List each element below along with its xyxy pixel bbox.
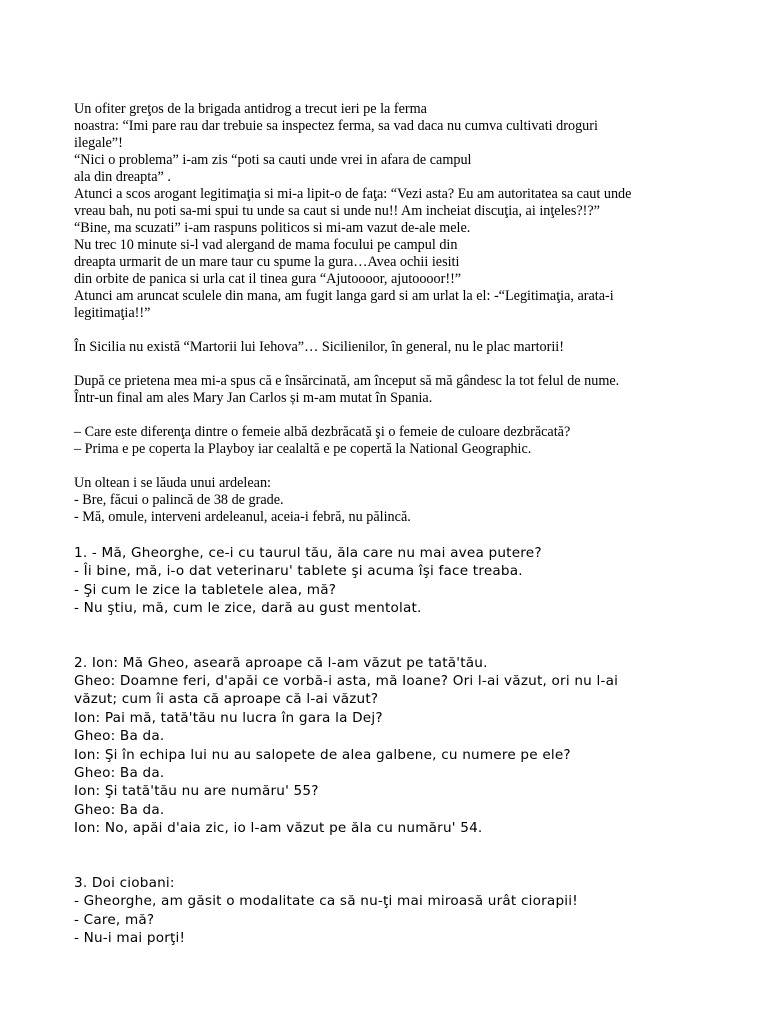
text-line: din orbite de panica si urla cat il tinea gura “Ajutoooor, ajutoooor!!” bbox=[74, 271, 462, 287]
text-line: Într-un final am ales Mary Jan Carlos și m-am mutat în Spania. bbox=[74, 390, 433, 406]
text-line: - Mă, omule, interveni ardeleanul, aceia-i febră, nu pălincă. bbox=[74, 509, 411, 525]
text-line: noastra: “Imi pare rau dar trebuie sa inspectez ferma, sa vad daca nu cumva cultivati droguri bbox=[74, 118, 598, 134]
joke-sicilia bbox=[74, 339, 674, 356]
text-line: După ce prietena mea mi-a spus că e însărcinată, am început să mă gândesc la tot felul de nume. bbox=[74, 373, 620, 389]
paragraph-spacer bbox=[74, 838, 674, 874]
text-line: “Bine, ma scuzati” i-am raspuns politicos si mi-am vazut de-ale mele. bbox=[74, 220, 471, 236]
joke-numarul-54 bbox=[74, 654, 674, 838]
joke-ofiter-antidrog bbox=[74, 101, 674, 322]
text-line: Ion: No, apăi d'aia zic, io l-am văzut pe ăla cu număru' 54. bbox=[74, 820, 483, 837]
text-line: ala din dreapta” . bbox=[74, 169, 171, 185]
text-line: văzut; cum îi asta că aproape că l-ai văzut? bbox=[74, 691, 379, 708]
text-line: legitimaţia!!” bbox=[74, 305, 151, 321]
paragraph-spacer bbox=[74, 356, 674, 373]
paragraph-spacer bbox=[74, 618, 674, 654]
text-line: Ion: Şi în echipa lui nu au salopete de alea galbene, cu numere pe ele? bbox=[74, 746, 571, 763]
text-line: Gheo: Ba da. bbox=[74, 801, 165, 818]
text-line: - Care, mă? bbox=[74, 911, 155, 928]
text-line: Gheo: Ba da. bbox=[74, 728, 165, 745]
text-line: – Care este diferenţa dintre o femeie albă dezbrăcată şi o femeie de culoare dezbrăcată? bbox=[74, 424, 571, 440]
joke-nume-copil bbox=[74, 373, 674, 407]
text-line: Un oltean i se lăuda unui ardelean: bbox=[74, 475, 271, 491]
text-line: - Nu ştiu, mă, cum le zice, dară au gust mentolat. bbox=[74, 600, 422, 617]
text-line: - Nu-i mai porţi! bbox=[74, 929, 186, 946]
text-line: Ion: Pai mă, tată'tău nu lucra în gara la Dej? bbox=[74, 709, 383, 726]
text-line: – Prima e pe coperta la Playboy iar cealaltă e pe copertă la National Geographic. bbox=[74, 441, 532, 457]
joke-ciorapi bbox=[74, 874, 674, 948]
text-line: “Nici o problema” i-am zis “poti sa cauti unde vrei in afara de campul bbox=[74, 152, 472, 168]
text-line: Ion: Şi tată'tău nu are număru' 55? bbox=[74, 783, 319, 800]
text-line: Un ofiter greţos de la brigada antidrog a trecut ieri pe la ferma bbox=[74, 101, 427, 117]
text-line: Nu trec 10 minute si-l vad alergand de mama focului pe campul din bbox=[74, 237, 458, 253]
text-line: 3. Doi ciobani: bbox=[74, 874, 175, 891]
text-line: 2. Ion: Mă Gheo, aseară aproape că l-am văzut pe tată'tău. bbox=[74, 654, 488, 671]
text-line: Atunci am aruncat sculele din mana, am fugit langa gard si am urlat la el: -“Legitimaţia, arata-i bbox=[74, 288, 614, 304]
text-line: vreau bah, nu poti sa-mi spui tu unde sa caut si unde nu!! Am incheiat discuţia, ai inţeles?!?” bbox=[74, 203, 600, 219]
text-line: - Bre, făcui o palincă de 38 de grade. bbox=[74, 492, 284, 508]
text-line: Gheo: Ba da. bbox=[74, 765, 165, 782]
joke-taur-tablete bbox=[74, 544, 674, 618]
text-line: ilegale”! bbox=[74, 135, 123, 151]
paragraph-spacer bbox=[74, 407, 674, 424]
document-page bbox=[74, 101, 674, 947]
text-line: În Sicilia nu există “Martorii lui Iehova”… Sicilienilor, în general, nu le plac martorii! bbox=[74, 339, 564, 355]
text-line: 1. - Mă, Gheorghe, ce-i cu taurul tău, ăla care nu mai avea putere? bbox=[74, 545, 542, 561]
text-line: Gheo: Doamne feri, d'apăi ce vorbă-i asta, mă Ioane? Ori l-ai văzut, ori nu l-ai bbox=[74, 673, 619, 690]
paragraph-spacer bbox=[74, 322, 674, 339]
joke-coperta bbox=[74, 424, 674, 458]
paragraph-spacer bbox=[74, 458, 674, 475]
joke-palinca bbox=[74, 475, 674, 526]
text-line: dreapta urmarit de un mare taur cu spume la gura…Avea ochii iesiti bbox=[74, 254, 460, 270]
text-line: - Şi cum le zice la tabletele alea, mă? bbox=[74, 581, 337, 598]
paragraph-spacer bbox=[74, 526, 674, 544]
text-line: - Gheorghe, am găsit o modalitate ca să nu-ţi mai miroasă urât ciorapii! bbox=[74, 893, 578, 910]
text-line: - Îi bine, mă, i-o dat veterinaru' tablete şi acuma îşi face treaba. bbox=[74, 563, 523, 580]
text-line: Atunci a scos arogant legitimaţia si mi-a lipit-o de faţa: “Vezi asta? Eu am autoritatea sa caut unde bbox=[74, 186, 632, 202]
